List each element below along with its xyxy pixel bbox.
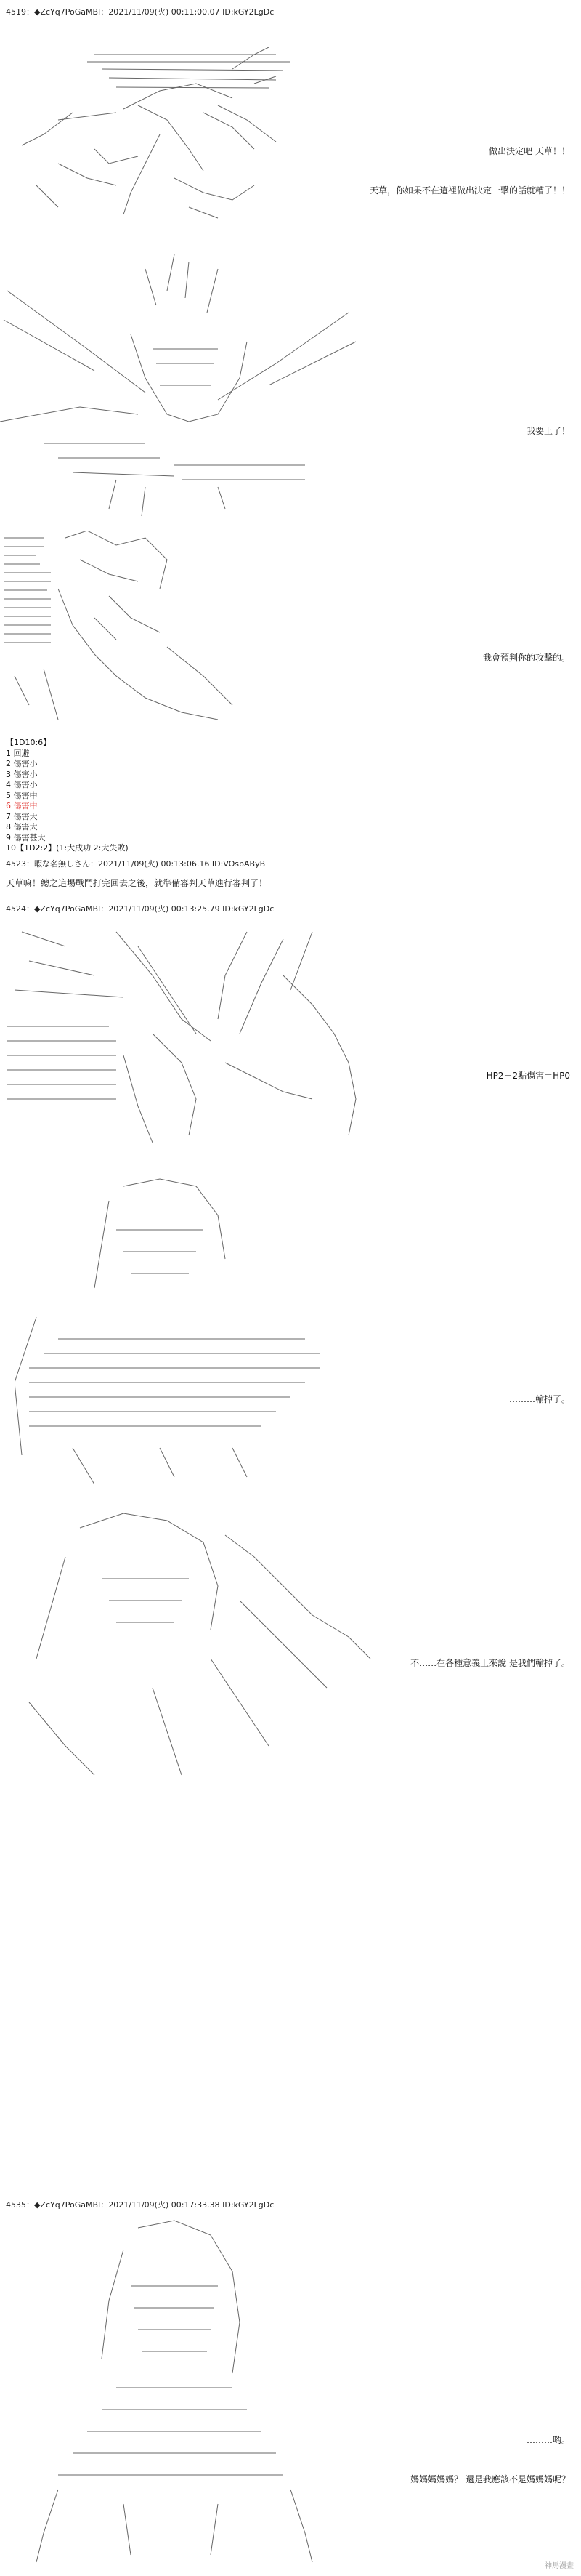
ascii-art-panel-7 xyxy=(15,2213,334,2569)
post-meta: ：◆ZcYq7PoGaMBI：2021/11/09(火) 00:17:33.38 ID:kGY2LgDc xyxy=(26,2200,275,2210)
dialog-panel-3 xyxy=(312,625,570,691)
ascii-art-panel-6 xyxy=(7,1513,378,1790)
post-header xyxy=(6,858,265,869)
roll-item: 1 回避 xyxy=(6,748,30,758)
post-meta: ：◆ZcYq7PoGaMBI：2021/11/09(火) 00:13:25.79 ID:kGY2LgDc xyxy=(26,904,275,914)
post-number[interactable]: 4519 xyxy=(6,7,26,17)
roll-item: 7 傷害大 xyxy=(6,811,38,821)
ascii-art-panel-3 xyxy=(0,531,247,734)
dialog-panel-6 xyxy=(378,1630,570,1696)
roll-item: 3 傷害小 xyxy=(6,769,38,779)
dialog-line: 天草，你如果不在這裡做出決定一擊的話就糟了！！ xyxy=(369,185,570,196)
post-header xyxy=(6,6,274,17)
roll-item: 4 傷害小 xyxy=(6,780,38,789)
post-body: 天草嘛！總之這場戰鬥打完回去之後，就準備審判天草進行審判了！ xyxy=(6,878,268,888)
dialog-panel-5 xyxy=(320,1367,570,1432)
ascii-art-panel-2 xyxy=(0,247,363,523)
roll-item-highlight: 6 傷害中 xyxy=(6,801,38,810)
dialog-line: ………輸掉了。 xyxy=(508,1394,570,1404)
roll-title: 【1D10:6】 xyxy=(6,738,52,747)
dialog-line: ………哟。 xyxy=(526,2435,570,2445)
roll-item: 2 傷害小 xyxy=(6,759,38,768)
roll-item: 10【1D2:2】(1:大成功 2:大失敗) xyxy=(6,843,129,853)
post-number[interactable]: 4524 xyxy=(6,904,26,914)
ascii-art-panel-5 xyxy=(15,1172,327,1492)
post-meta: ：◆ZcYq7PoGaMBI：2021/11/09(火) 00:11:00.07 ID:kGY2LgDc xyxy=(26,7,275,17)
dialog-panel-1 xyxy=(312,118,570,223)
post-header xyxy=(6,2199,274,2210)
roll-table xyxy=(6,738,129,854)
post-meta: ：暇な名無しさん：2021/11/09(火) 00:13:06.16 ID:VOsbAByB xyxy=(26,859,266,869)
post-number[interactable]: 4523 xyxy=(6,859,26,869)
dialog-panel-7 xyxy=(320,2407,570,2512)
ascii-art-panel-4 xyxy=(7,917,385,1157)
dialog-line: 我會預判你的攻擊的。 xyxy=(482,653,570,663)
ascii-art-panel-1 xyxy=(15,40,320,229)
roll-item: 9 傷害甚大 xyxy=(6,832,46,842)
watermark: 神馬漫畫 xyxy=(545,2562,574,2570)
roll-item: 5 傷害中 xyxy=(6,790,38,800)
dialog-panel-4 xyxy=(392,1043,570,1108)
dialog-line: 媽媽媽媽媽？ 還是我應該不是媽媽媽呢？ xyxy=(410,2474,570,2484)
roll-item: 8 傷害大 xyxy=(6,822,38,832)
dialog-line: 不……在各種意義上來說 是我們輸掉了。 xyxy=(410,1658,570,1668)
dialog-line: 我要上了！ xyxy=(526,426,570,436)
post-header xyxy=(6,903,274,914)
dialog-line: HP2－2點傷害＝HP0 xyxy=(486,1071,570,1081)
dialog-panel-2 xyxy=(349,398,570,464)
post-number[interactable]: 4535 xyxy=(6,2200,26,2210)
dialog-line: 做出決定吧 天草！！ xyxy=(489,146,570,156)
